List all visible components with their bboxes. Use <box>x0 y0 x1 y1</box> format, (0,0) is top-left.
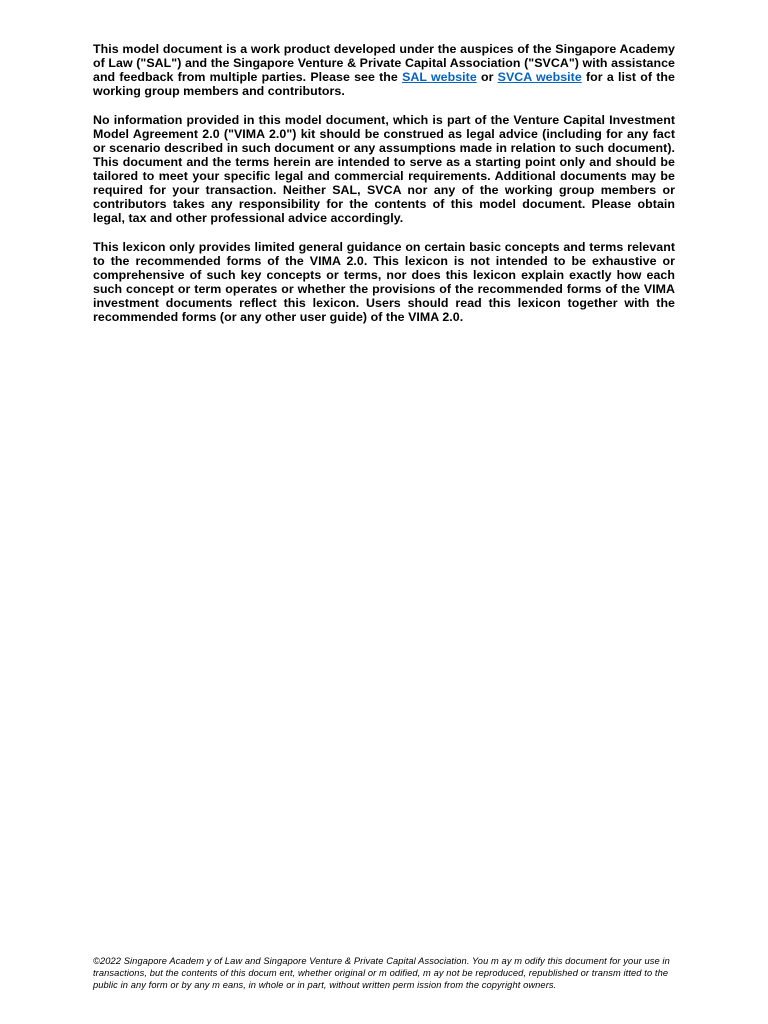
intro-paragraph <box>93 42 675 98</box>
document-body <box>93 42 675 339</box>
copyright-footer: ©2022 Singapore Academ y of Law and Singapore Venture & Private Capital Association. You m ay m odify this document for your use in transactions, but the contents of this docum ent, whether original or m odified, m ay not be reproduced, republished or transm itted to the public in any form or by any m eans, in whole or in part, without written perm ission from the copyright owners. <box>93 956 670 990</box>
svca-website-link[interactable]: SVCA website <box>497 70 582 84</box>
lexicon-scope-paragraph: This lexicon only provides limited general guidance on certain basic concepts and terms relevant to the recommended forms of the VIMA 2.0. This lexicon is not intended to be exhaustive or comprehensive of such key concepts or terms, nor does this lexicon explain exactly how each such concept or term operates or whether the provisions of the recommended forms of the VIMA investment documents reflect this lexicon. Users should read this lexicon together with the recommended forms (or any other user guide) of the VIMA 2.0. <box>93 240 675 324</box>
intro-text-or: or <box>476 70 498 84</box>
intro-text-start: This model document is a work product developed under the auspices of the Singapore Academy of Law ("SAL") and the Singapore Venture & Private Capital Association ("SVCA") with assistance and feedback from multiple parties. Please see the <box>93 42 675 84</box>
disclaimer-paragraph: No information provided in this model document, which is part of the Venture Capital Investment Model Agreement 2.0 ("VIMA 2.0") kit should be construed as legal advice (including for any fact or scenario described in such document or any assumptions made in relation to such document). This document and the terms herein are intended to serve as a starting point only and should be tailored to meet your specific legal and commercial requirements. Additional documents may be required for your transaction. Neither SAL, SVCA nor any of the working group members or contributors takes any responsibility for the contents of this model document. Please obtain legal, tax and other professional advice accordingly. <box>93 113 675 225</box>
sal-website-link[interactable]: SAL website <box>402 70 477 84</box>
intro-text-end: for a list of the working group members and contributors. <box>93 70 675 98</box>
